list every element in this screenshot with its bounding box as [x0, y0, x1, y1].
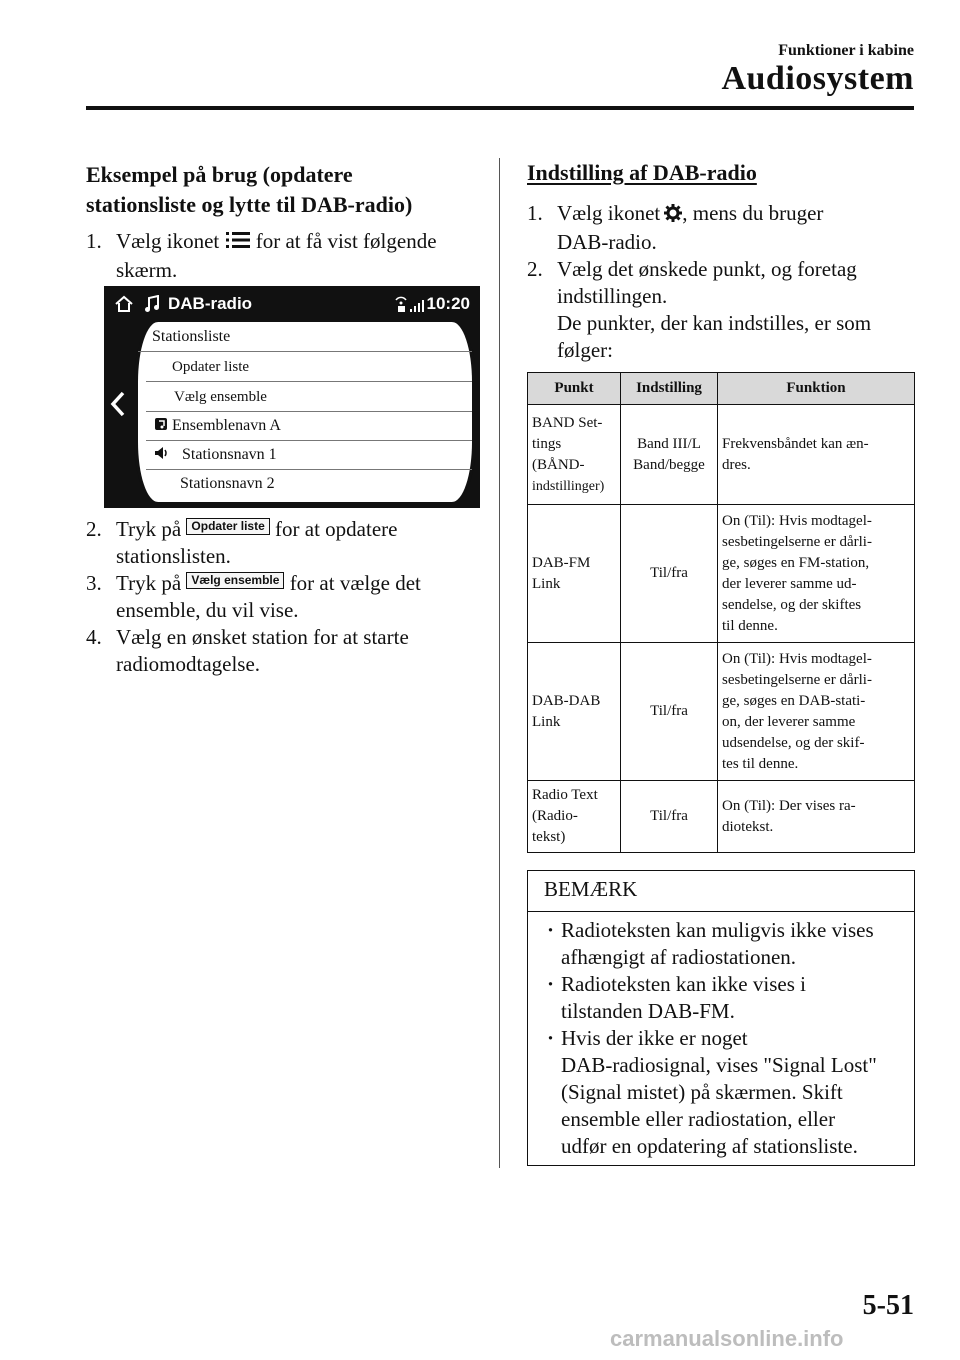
column-divider	[499, 158, 500, 1168]
header-rule	[86, 106, 914, 110]
step-text: stationslisten.	[116, 544, 231, 568]
step-number: 2.	[527, 257, 543, 281]
update-list-chip: Opdater liste	[186, 518, 269, 535]
table-row	[528, 781, 915, 853]
table-row	[528, 643, 915, 781]
step-text: Tryk på	[116, 571, 182, 595]
note-list	[546, 917, 902, 1160]
step-number: 4.	[86, 625, 102, 649]
gear-icon	[664, 202, 682, 229]
step-text: for at få vist følgende	[255, 229, 437, 253]
home-icon[interactable]	[114, 295, 134, 318]
list-item-stationsliste: Stationsliste	[138, 322, 472, 352]
right-heading-text: Indstilling af DAB-radio	[527, 160, 757, 185]
screen-top-bar	[104, 286, 480, 322]
table-row	[528, 405, 915, 505]
chapter-subtitle: Funktioner i kabine	[778, 42, 914, 59]
left-heading-line2: stationsliste og lytte til DAB-radio)	[86, 192, 413, 217]
left-step-1	[86, 228, 478, 284]
step-text: De punkter, der kan indstilles, er som	[557, 311, 872, 335]
step-text: radiomodtagelse.	[116, 652, 261, 676]
watermark: carmanualsonline.info	[610, 1326, 844, 1351]
table-cell-funktion: Frekvensbåndet kan æn- dres.	[718, 405, 915, 505]
chapter-title: Audiosystem	[721, 60, 914, 97]
table-row	[528, 505, 915, 643]
right-heading	[527, 160, 915, 186]
update-list-button[interactable]: Opdater liste	[146, 352, 472, 382]
step-text: Vælg ikonet	[557, 201, 661, 225]
note-item: · Radioteksten kan muligvis ikke vises afhængigt af radiostationen.	[546, 917, 902, 971]
step-number: 3.	[86, 571, 102, 595]
step-number: 1.	[527, 201, 543, 225]
table-cell-funktion: On (Til): Der vises ra- diotekst.	[718, 781, 915, 853]
station-row-2[interactable]: Stationsnavn 2	[180, 475, 275, 492]
table-cell-punkt: DAB-DAB Link	[528, 643, 621, 781]
left-heading	[86, 160, 478, 220]
step-text: DAB-radio.	[557, 229, 657, 254]
speaker-icon	[154, 441, 170, 470]
table-header: Punkt	[528, 373, 621, 405]
station-row-1[interactable]: Stationsnavn 1	[146, 440, 472, 470]
dab-settings-table	[527, 372, 915, 853]
screen-clock: 10:20	[426, 294, 470, 313]
left-step-2	[86, 516, 478, 570]
table-cell-punkt: DAB-FM Link	[528, 505, 621, 643]
step-number: 2.	[86, 517, 102, 541]
note-item: · Radioteksten kan ikke vises i tilstanden DAB-FM.	[546, 971, 902, 1025]
select-ensemble-chip: Vælg ensemble	[186, 572, 284, 589]
note-item: · Hvis der ikke er noget DAB-radiosignal, vises "Signal Lost" (Signal mistet) på skærmen. Skift ensemble eller radiostation, eller udfør en opdatering af stationsliste.	[546, 1025, 902, 1160]
select-ensemble-button[interactable]: Vælg ensemble	[146, 382, 472, 412]
ensemble-row[interactable]: Ensemblenavn A	[146, 411, 472, 441]
step-text: for at vælge det	[289, 571, 421, 595]
step-text: Vælg ikonet	[116, 229, 220, 253]
table-header: Funktion	[718, 373, 915, 405]
step-text: ensemble, du vil vise.	[116, 598, 299, 622]
table-header: Indstilling	[621, 373, 718, 405]
left-step-3	[86, 570, 478, 624]
screen-title: DAB-radio	[168, 294, 253, 313]
note-title: BEMÆRK	[544, 877, 638, 901]
list-icon	[225, 230, 251, 257]
right-step-1	[527, 200, 915, 256]
step-text: følger:	[557, 338, 613, 362]
table-cell-punkt: Radio Text (Radio- tekst)	[528, 781, 621, 853]
step-text: indstillingen.	[557, 284, 668, 308]
step-text: for at opdatere	[275, 517, 398, 541]
note-header	[528, 871, 914, 912]
dab-radio-screen	[104, 286, 480, 508]
signal-icon	[392, 294, 426, 319]
page-number: 5-51	[862, 1290, 914, 1321]
table-cell-funktion: On (Til): Hvis modtagel- sesbetingelserne er dårli- ge, søges en DAB-stati- on, der leverer samme udsendelse, og der skif- tes til denne.	[718, 643, 915, 781]
table-cell-punkt: BAND Set- tings (BÅND- indstillinger)	[528, 405, 621, 505]
step-text: Vælg en ønsket station for at starte	[116, 625, 409, 649]
step-text: , mens du bruger	[682, 201, 824, 225]
step-text: Vælg det ønskede punkt, og foretag	[557, 257, 857, 281]
table-cell-indstilling: Til/fra	[621, 781, 718, 853]
music-note-icon	[144, 295, 160, 318]
right-step-2	[527, 256, 915, 364]
table-cell-funktion: On (Til): Hvis modtagel- sesbetingelserne er dårli- ge, søges en FM-station, der leverer samme ud- sendelse, og der skiftes til denne.	[718, 505, 915, 643]
back-arrow-icon[interactable]	[110, 390, 126, 423]
step-number: 1.	[86, 229, 102, 253]
table-cell-indstilling: Til/fra	[621, 643, 718, 781]
table-cell-indstilling: Band III/L Band/begge	[621, 405, 718, 505]
left-heading-line1: Eksempel på brug (opdatere	[86, 162, 353, 187]
note-box	[527, 870, 915, 1166]
step-text: skærm.	[116, 257, 178, 282]
table-header-row	[528, 373, 915, 405]
step-text: Tryk på	[116, 517, 182, 541]
ensemble-icon	[154, 412, 168, 441]
left-step-4	[86, 624, 478, 678]
station-list-panel	[134, 322, 476, 502]
table-cell-indstilling: Til/fra	[621, 505, 718, 643]
